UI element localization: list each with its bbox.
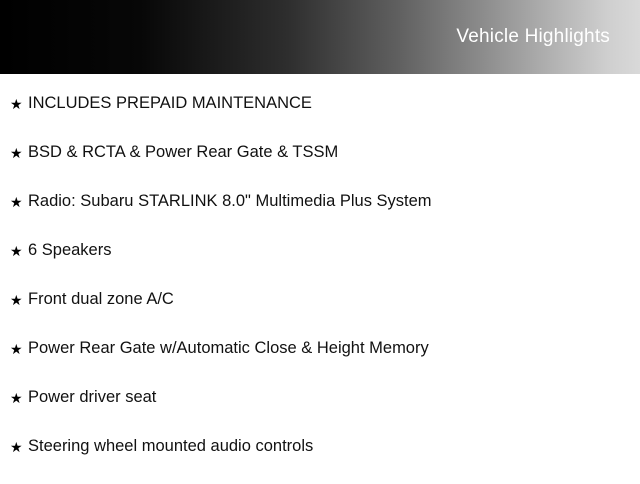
list-item xyxy=(0,190,640,239)
star-icon: ★ xyxy=(10,145,23,161)
star-icon: ★ xyxy=(10,243,23,259)
list-item xyxy=(0,288,640,337)
highlight-text: Power driver seat xyxy=(28,388,157,406)
star-icon: ★ xyxy=(10,292,23,308)
list-item xyxy=(0,386,640,435)
star-icon: ★ xyxy=(10,439,23,455)
star-icon: ★ xyxy=(10,96,23,112)
highlight-text: Front dual zone A/C xyxy=(28,290,174,308)
highlight-text: INCLUDES PREPAID MAINTENANCE xyxy=(28,94,312,112)
star-icon: ★ xyxy=(10,194,23,210)
highlight-text: Radio: Subaru STARLINK 8.0" Multimedia Plus System xyxy=(28,192,432,210)
list-item xyxy=(0,337,640,386)
star-icon: ★ xyxy=(10,390,23,406)
list-item xyxy=(0,435,640,484)
list-item xyxy=(0,141,640,190)
highlight-text: 6 Speakers xyxy=(28,241,112,259)
highlight-text: Power Rear Gate w/Automatic Close & Height Memory xyxy=(28,339,429,357)
highlights-list xyxy=(0,74,640,484)
page-title: Vehicle Highlights xyxy=(456,26,610,47)
list-item xyxy=(0,92,640,141)
star-icon: ★ xyxy=(10,341,23,357)
list-item xyxy=(0,239,640,288)
highlight-text: Steering wheel mounted audio controls xyxy=(28,437,314,455)
highlight-text: BSD & RCTA & Power Rear Gate & TSSM xyxy=(28,143,339,161)
header-band xyxy=(0,0,640,74)
